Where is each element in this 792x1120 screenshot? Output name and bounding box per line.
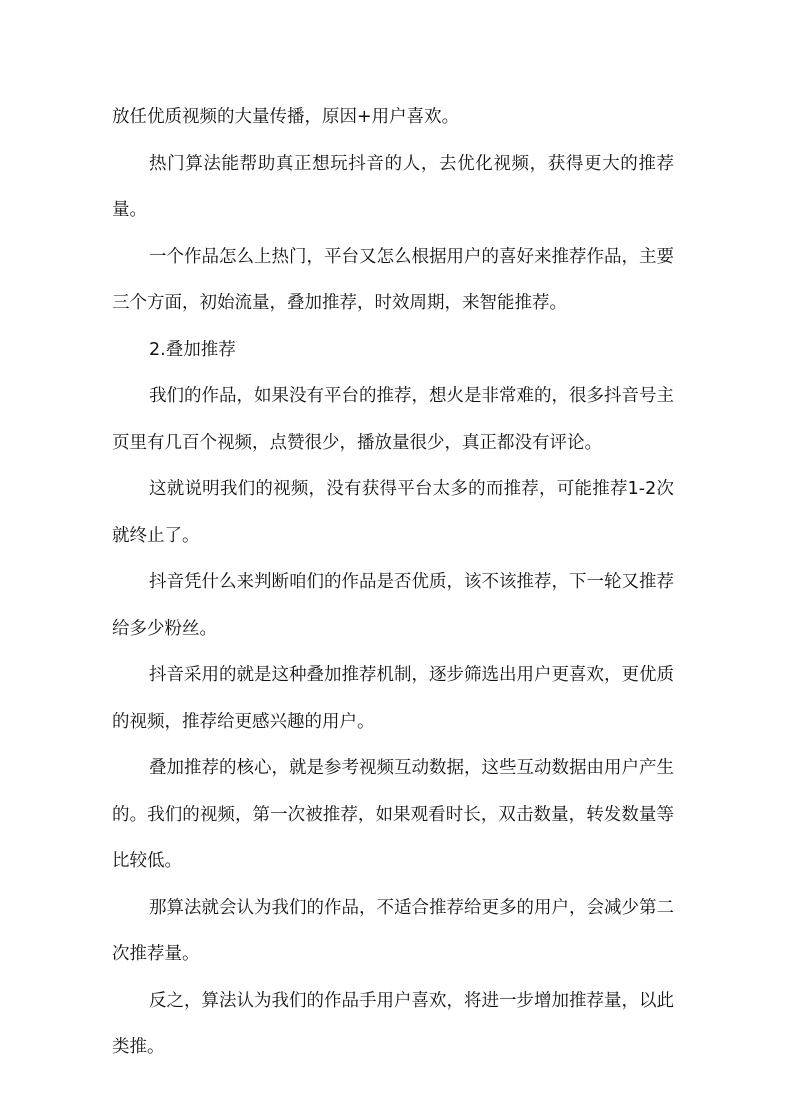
paragraph-9: 叠加推荐的核心，就是参考视频互动数据，这些互动数据由用户产生的。我们的视频，第一次被推荐，如果观看时长，双击数量，转发数量等比较低。 bbox=[112, 758, 674, 871]
document-body bbox=[112, 94, 674, 1071]
paragraph-8: 抖音采用的就是这种叠加推荐机制，逐步筛选出用户更喜欢，更优质的视频，推荐给更感兴趣的用户。 bbox=[112, 665, 674, 732]
paragraph-11: 反之，算法认为我们的作品手用户喜欢，将进一步增加推荐量，以此类推。 bbox=[112, 990, 674, 1057]
paragraph-10: 那算法就会认为我们的作品，不适合推荐给更多的用户，会减少第二次推荐量。 bbox=[112, 897, 674, 964]
section-heading: 2.叠加推荐 bbox=[149, 339, 236, 360]
paragraph-6: 这就说明我们的视频，没有获得平台太多的而推荐，可能推荐1-2次就终止了。 bbox=[112, 479, 674, 546]
paragraph-3: 一个作品怎么上热门，平台又怎么根据用户的喜好来推荐作品，主要三个方面，初始流量，叠加推荐，时效周期，来智能推荐。 bbox=[112, 246, 674, 313]
paragraph-5: 我们的作品，如果没有平台的推荐，想火是非常难的，很多抖音号主页里有几百个视频，点赞很少，播放量很少，真正都没有评论。 bbox=[112, 386, 674, 453]
paragraph-1: 放任优质视频的大量传播，原因+用户喜欢。 bbox=[112, 107, 460, 127]
paragraph-2: 热门算法能帮助真正想玩抖音的人，去优化视频，获得更大的推荐量。 bbox=[112, 153, 674, 220]
paragraph-7: 抖音凭什么来判断咱们的作品是否优质，该不该推荐，下一轮又推荐给多少粉丝。 bbox=[112, 572, 674, 639]
